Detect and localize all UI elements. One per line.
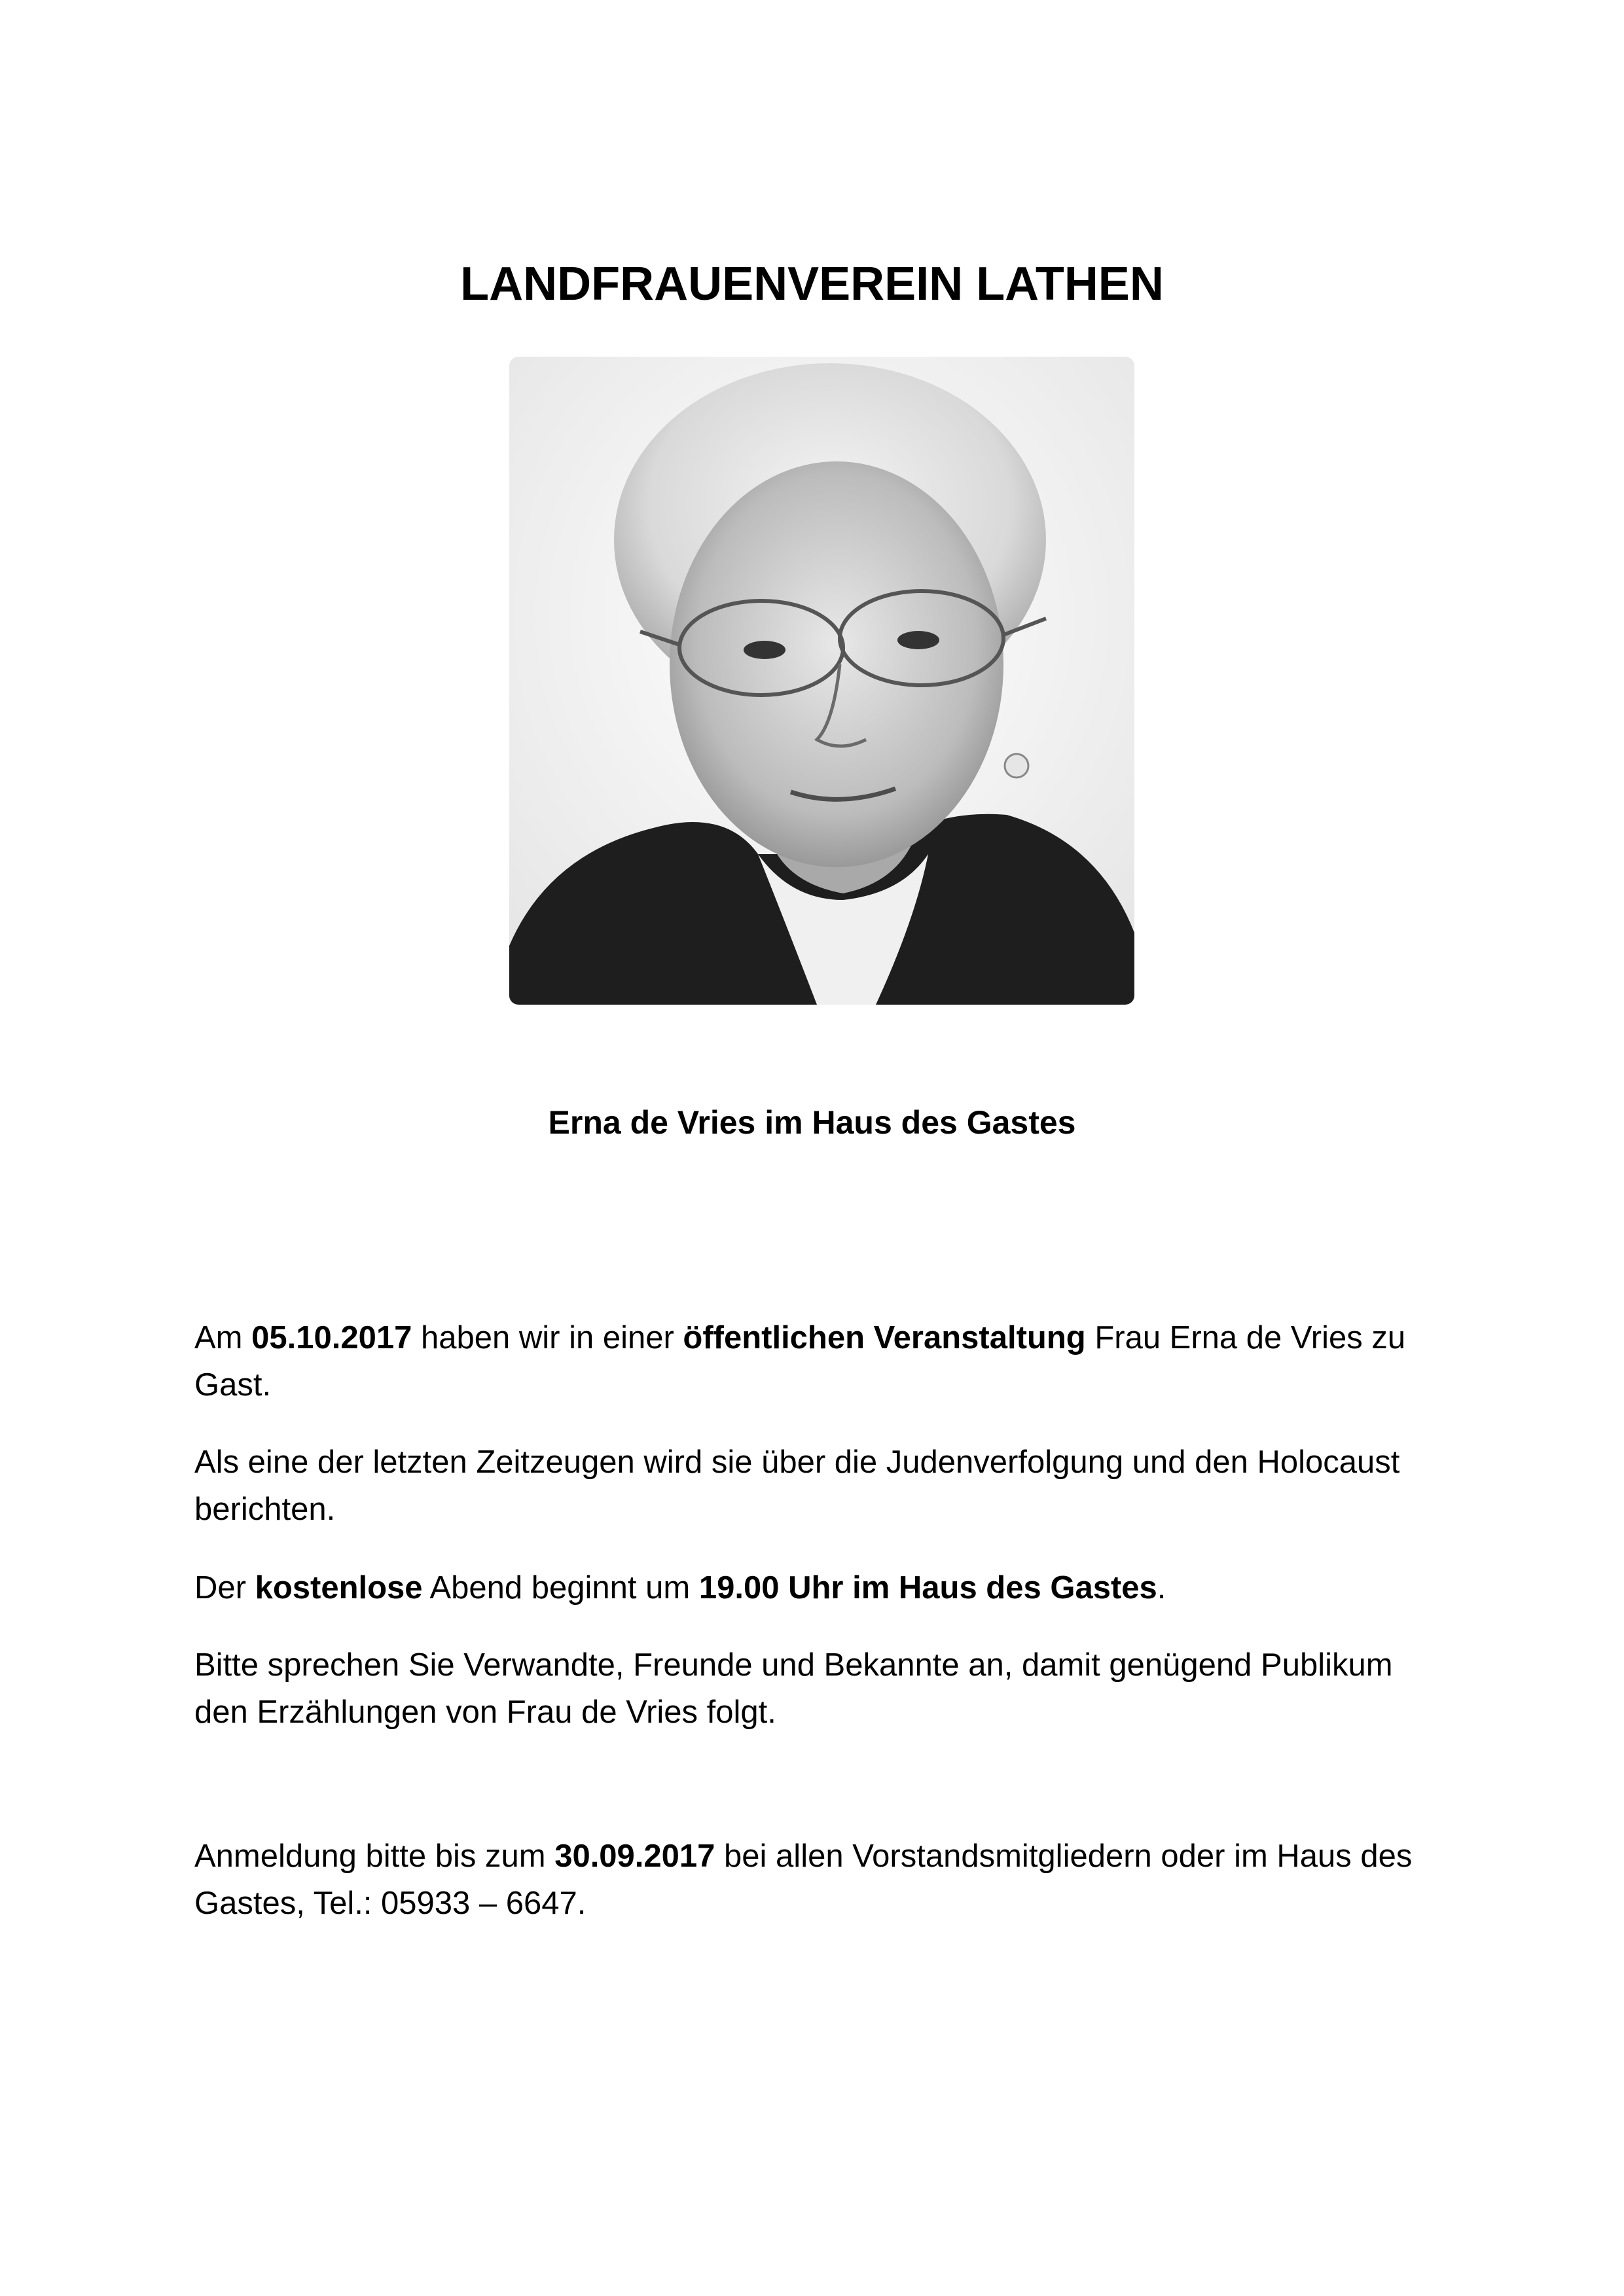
text-segment: Am [194, 1320, 252, 1355]
text-segment: Frau Erna de Vries zu Gast. [194, 1320, 1406, 1403]
text-segment: haben wir in einer [412, 1320, 683, 1355]
free-label: kostenlose [255, 1570, 423, 1605]
paragraph-event-date [194, 1314, 1438, 1408]
text-segment: . [1157, 1570, 1166, 1605]
event-date: 05.10.2017 [251, 1320, 412, 1355]
registration-deadline: 30.09.2017 [554, 1839, 715, 1874]
event-type: öffentlichen Veranstaltung [683, 1320, 1086, 1355]
portrait-photo [509, 357, 1134, 1005]
paragraph-invitation: Bitte sprechen Sie Verwandte, Freunde und Bekannte an, damit genügend Publikum den Erzählungen von Frau de Vries folgt. [194, 1647, 1393, 1730]
text-segment: Anmeldung bitte bis zum [194, 1839, 555, 1874]
paragraph-registration [194, 1833, 1438, 1927]
paragraph-time-place [194, 1564, 1438, 1611]
text-segment: Der [194, 1570, 255, 1605]
text-segment: bei allen Vorstandsmitgliedern oder im Haus des Gastes, Tel.: 05933 – 6647. [194, 1839, 1413, 1921]
event-subtitle: Erna de Vries im Haus des Gastes [548, 1104, 1076, 1141]
time-and-place: 19.00 Uhr im Haus des Gastes [698, 1570, 1157, 1605]
paragraph-topic: Als eine der letzten Zeitzeugen wird sie über die Judenverfolgung und den Holocaust berichten. [194, 1444, 1400, 1527]
page-title: LANDFRAUENVEREIN LATHEN [460, 258, 1164, 310]
portrait-photo-graphic [509, 357, 1134, 1005]
text-segment: Abend beginnt um [422, 1570, 699, 1605]
